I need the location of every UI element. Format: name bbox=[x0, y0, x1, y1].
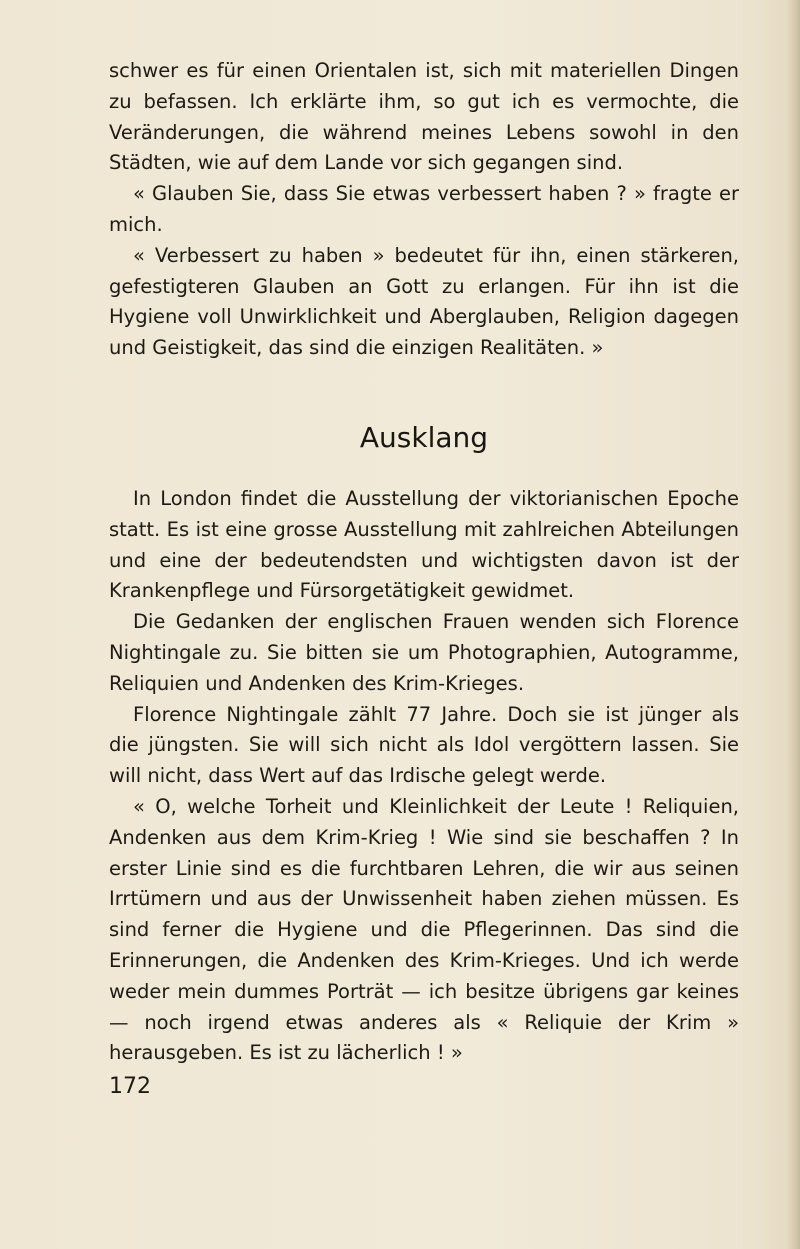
page-edge-shadow bbox=[786, 0, 800, 1249]
paragraph: « O, welche Torheit und Kleinlichkeit der Leute ! Reliquien, Andenken aus dem Krim-Krieg ! Wie sind sie beschaffen ? In erster Linie sind es die furchtbaren Lehren, die wir aus seinen Irrtümern und aus der Unwissenheit haben ziehen müssen. Es sind ferner die Hygiene und die Pflegerinnen. Das sind die Erinnerungen, die Andenken des Krim-Krieges. Und ich werde weder mein dummes Porträt — ich besitze übrigens gar keines — noch irgend etwas anderes als « Reliquie der Krim » herausgeben. Es ist zu lächerlich ! » bbox=[109, 794, 739, 1065]
body-text bbox=[109, 56, 739, 1069]
paragraph: Die Gedanken der englischen Frauen wenden sich Florence Nightingale zu. Sie bitten sie um Photographien, Autogramme, Reliquien und Andenken des Krim-Krieges. bbox=[109, 610, 739, 695]
paragraph: « Verbessert zu haben » bedeutet für ihn, einen stärkeren, gefestigteren Glauben an Gott zu erlangen. Für ihn ist die Hygiene voll Unwirklichkeit und Aberglauben, Religion dagegen und Geistigkeit, das sind die einzigen Realitäten. » bbox=[109, 243, 739, 360]
section-heading: Ausklang bbox=[359, 420, 489, 454]
paragraph-continued: schwer es für einen Orientalen ist, sich mit materiellen Dingen zu befassen. Ich erklärte ihm, so gut ich es vermochte, die Veränderungen, die während meines Lebens sowohl in den Städten, wie auf dem Lande vor sich gegangen sind. bbox=[109, 59, 739, 175]
page-number: 172 bbox=[109, 1074, 151, 1099]
paragraph: « Glauben Sie, dass Sie etwas verbessert haben ? » fragte er mich. bbox=[109, 182, 739, 236]
paragraph: Florence Nightingale zählt 77 Jahre. Doch sie ist jünger als die jüngsten. Sie will sich nicht als Idol vergöttern lassen. Sie will nicht, dass Wert auf das Irdische gelegt werde. bbox=[109, 702, 739, 788]
paragraph: In London findet die Ausstellung der viktorianischen Epoche statt. Es ist eine grosse Ausstellung mit zahlreichen Abteilungen und eine der bedeutendsten und wichtigsten davon ist der Krankenpflege und Fürsorgetätigkeit gewidmet. bbox=[109, 486, 739, 603]
